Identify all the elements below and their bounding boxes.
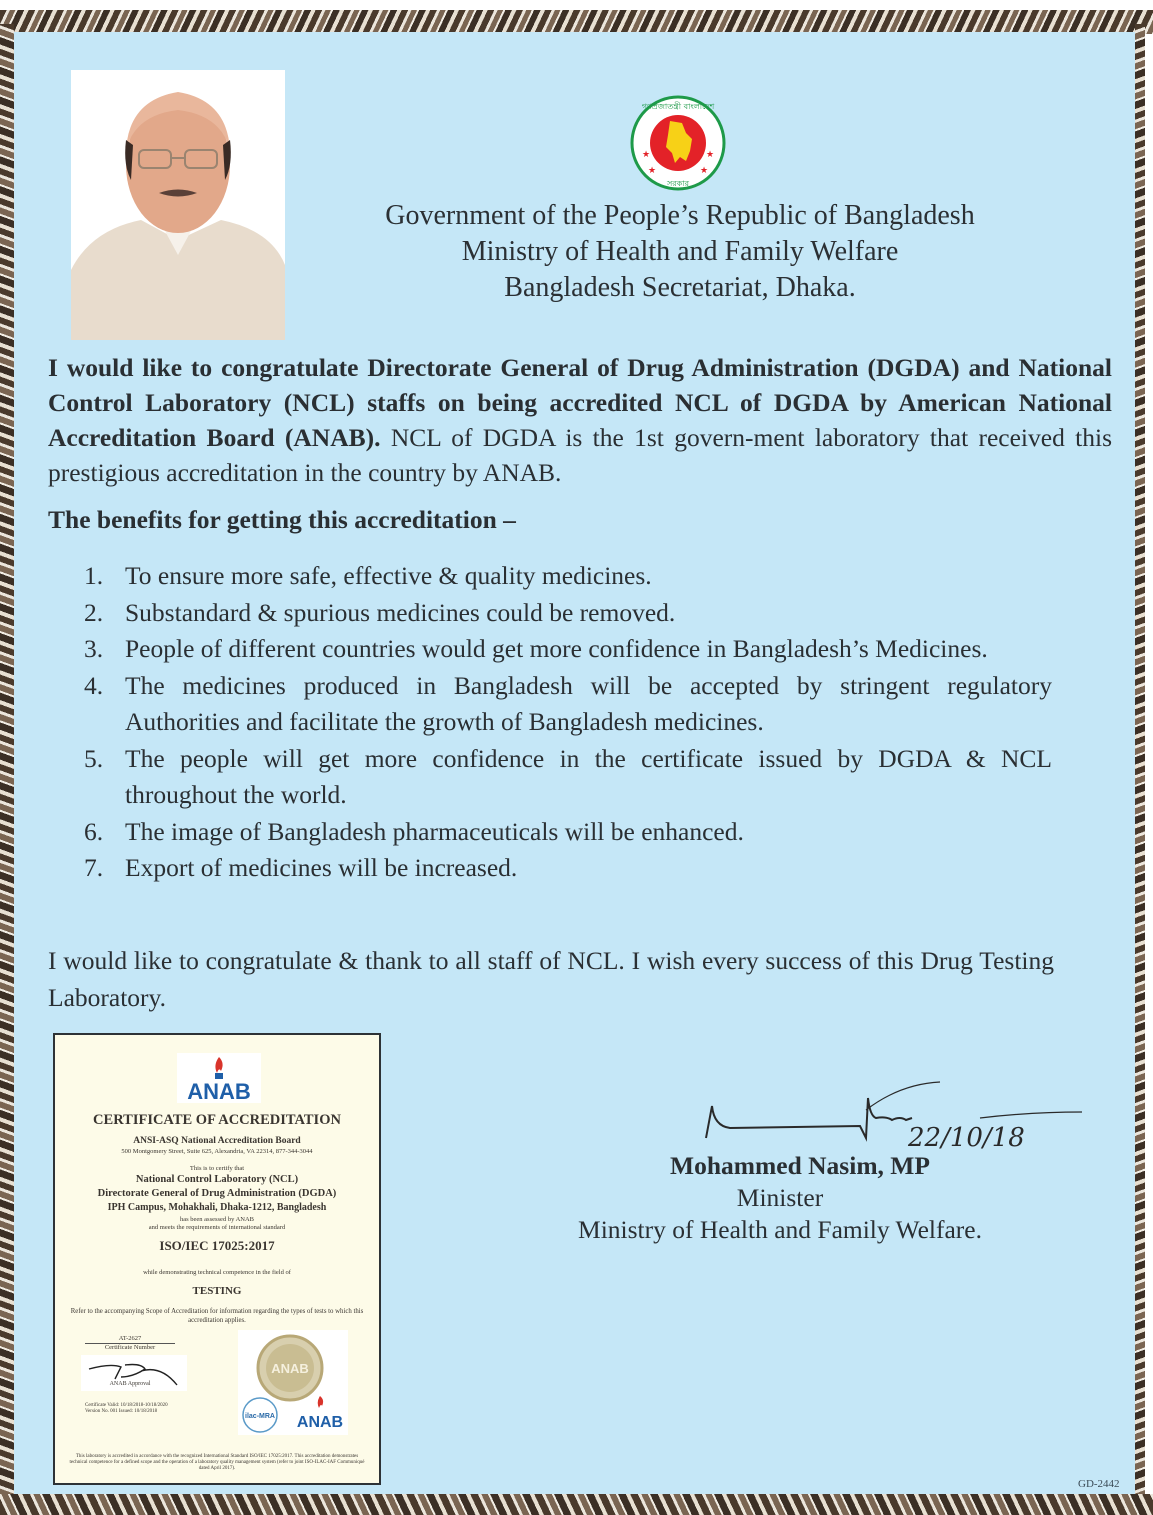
portrait-illustration (71, 70, 285, 340)
certificate-lab-directorate: Directorate General of Drug Administration (DGDA) (97, 1188, 337, 1199)
assessed-line: has been assessed by ANAB (179, 1216, 255, 1223)
benefit-text: To ensure more safe, effective & quality medicines. (125, 561, 652, 590)
version-text: Version No. 001 Issued: 10/18/2018 (85, 1409, 158, 1414)
certificate-number-label: Certificate Number (104, 1344, 156, 1351)
validity-text: Certificate Valid: 10/18/2018-10/18/2020 (85, 1403, 168, 1408)
ilac-text: ilac-MRA (245, 1413, 275, 1420)
emblem-top-text: গণপ্রজাতন্ত্রী বাংলাদেশ (641, 102, 715, 111)
closing-paragraph: I would like to congratulate & thank to all staff of NCL. I wish every success of this Drug Testing Laboratory. (48, 946, 1054, 1012)
ministry-header (300, 198, 1060, 306)
anab-logo-icon (177, 1053, 261, 1103)
emblem-bottom-text: সরকার (666, 179, 690, 188)
benefit-item (84, 595, 1052, 632)
certificate-footer: This laboratory is accredited in accordance with the recognized International Standard ISO/IEC 17025:2017. This accreditation demonstrates technical competence for a defined scope and the operation of a laboratory quality management system (refer to joint ISO-ILAC-IAF Communiqué dated April 2017). (69, 1454, 365, 1471)
header-line-government: Government of the People’s Republic of Bangladesh (385, 200, 975, 231)
benefit-text: People of different countries would get more confidence in Bangladesh’s Medicines. (125, 634, 988, 663)
signatory-block (520, 1150, 1040, 1246)
benefits-list (84, 558, 1052, 887)
signature-date: 22/10/18 (908, 1123, 1025, 1153)
star-icon: ★ (642, 149, 651, 159)
government-emblem (620, 95, 736, 191)
certificate-field: TESTING (192, 1285, 242, 1297)
emblem-seal-icon (620, 95, 736, 191)
star-icon: ★ (700, 165, 709, 175)
signatory-name: Mohammed Nasim, MP (670, 1151, 930, 1180)
certificate-address: 500 Montgomery Street, Suite 625, Alexandria, VA 22314, 877-344-3044 (121, 1148, 313, 1155)
accreditation-certificate (53, 1033, 381, 1485)
assessed-line: and meets the requirements of international standard (148, 1224, 286, 1231)
header-line-secretariat: Bangladesh Secretariat, Dhaka. (504, 272, 856, 303)
certificate-assessed-text (55, 1216, 379, 1232)
intro-paragraph (48, 350, 1112, 490)
benefit-item (84, 814, 1052, 851)
decorative-border-bottom (0, 1494, 1153, 1515)
certificate-number: AT-2627 (118, 1335, 142, 1342)
signatory-ministry: Ministry of Health and Family Welfare. (578, 1215, 982, 1244)
certificate-title: CERTIFICATE OF ACCREDITATION (93, 1112, 341, 1128)
benefit-number: 7. (84, 853, 104, 882)
certificate-certify-text: This is to certify that (189, 1165, 245, 1172)
certificate-lab-address: IPH Campus, Mohakhali, Dhaka-1212, Bangladesh (107, 1202, 327, 1213)
anab-approval-label: ANAB Approval (109, 1381, 151, 1387)
anab-small-logo: ANAB (296, 1414, 344, 1431)
seal-text: ANAB (271, 1361, 309, 1376)
benefits-heading: The benefits for getting this accreditation – (48, 505, 516, 534)
torch-flame-icon (318, 1396, 323, 1408)
anab-logo-text: ANAB (187, 1079, 251, 1103)
benefit-number: 4. (84, 670, 104, 700)
decorative-border-right (1135, 24, 1145, 1496)
benefit-item (84, 741, 1052, 814)
benefit-number: 6. (84, 816, 104, 846)
benefit-item (84, 850, 1052, 887)
benefit-number: 1. (84, 561, 104, 590)
certificate-lab-name: National Control Laboratory (NCL) (135, 1174, 299, 1185)
benefit-text: Substandard & spurious medicines could be removed. (125, 597, 676, 627)
certificate-board: ANSI-ASQ National Accreditation Board (133, 1136, 301, 1146)
benefit-number: 2. (84, 597, 104, 627)
signatory-title: Minister (736, 1183, 824, 1212)
certificate-scope: Refer to the accompanying Scope of Accreditation for information regarding the types of tests to which this accreditation applies. (70, 1308, 364, 1324)
benefit-number: 3. (84, 634, 104, 663)
benefit-item (84, 558, 1052, 595)
benefit-number: 5. (84, 743, 104, 773)
certificate-validity (85, 1403, 168, 1415)
benefit-text: The people will get more confidence in the certificate issued by DGDA & NCL throughout the world. (125, 743, 1052, 809)
decorative-border-left (0, 24, 14, 1496)
star-icon: ★ (648, 165, 657, 175)
minister-signature-icon (680, 1078, 1100, 1158)
certificate-seals (238, 1330, 348, 1435)
intro-bold-text: I would like to congratulate Directorate General of Drug Administration (DGDA) and National Control Laboratory (NCL) staffs on being accredited NCL of DGDA by American National Accreditation Board (ANAB). (48, 353, 1112, 452)
certificate-field-intro: while demonstrating technical competence in the field of (143, 1269, 291, 1276)
benefit-item (84, 668, 1052, 741)
benefit-text: The medicines produced in Bangladesh will be accepted by stringent regulatory Authorities and facilitate the growth of Bangladesh medicines. (125, 670, 1052, 736)
benefit-text: The image of Bangladesh pharmaceuticals will be enhanced. (125, 816, 744, 846)
seal-group (238, 1330, 348, 1435)
ad-code: GD-2442 (1078, 1478, 1120, 1490)
decorative-border-top (0, 10, 1153, 34)
benefit-text: Export of medicines will be increased. (125, 853, 518, 882)
intro-regular-text: NCL of DGDA is the 1st govern-ment laboratory that received this prestigious accreditation in the country by ANAB. (48, 423, 1112, 487)
star-icon: ★ (706, 149, 715, 159)
minister-portrait (71, 70, 285, 340)
certificate-standard: ISO/IEC 17025:2017 (159, 1238, 275, 1253)
benefit-item (84, 631, 1052, 668)
header-line-ministry: Ministry of Health and Family Welfare (461, 236, 899, 267)
certificate-number-block (85, 1335, 175, 1352)
